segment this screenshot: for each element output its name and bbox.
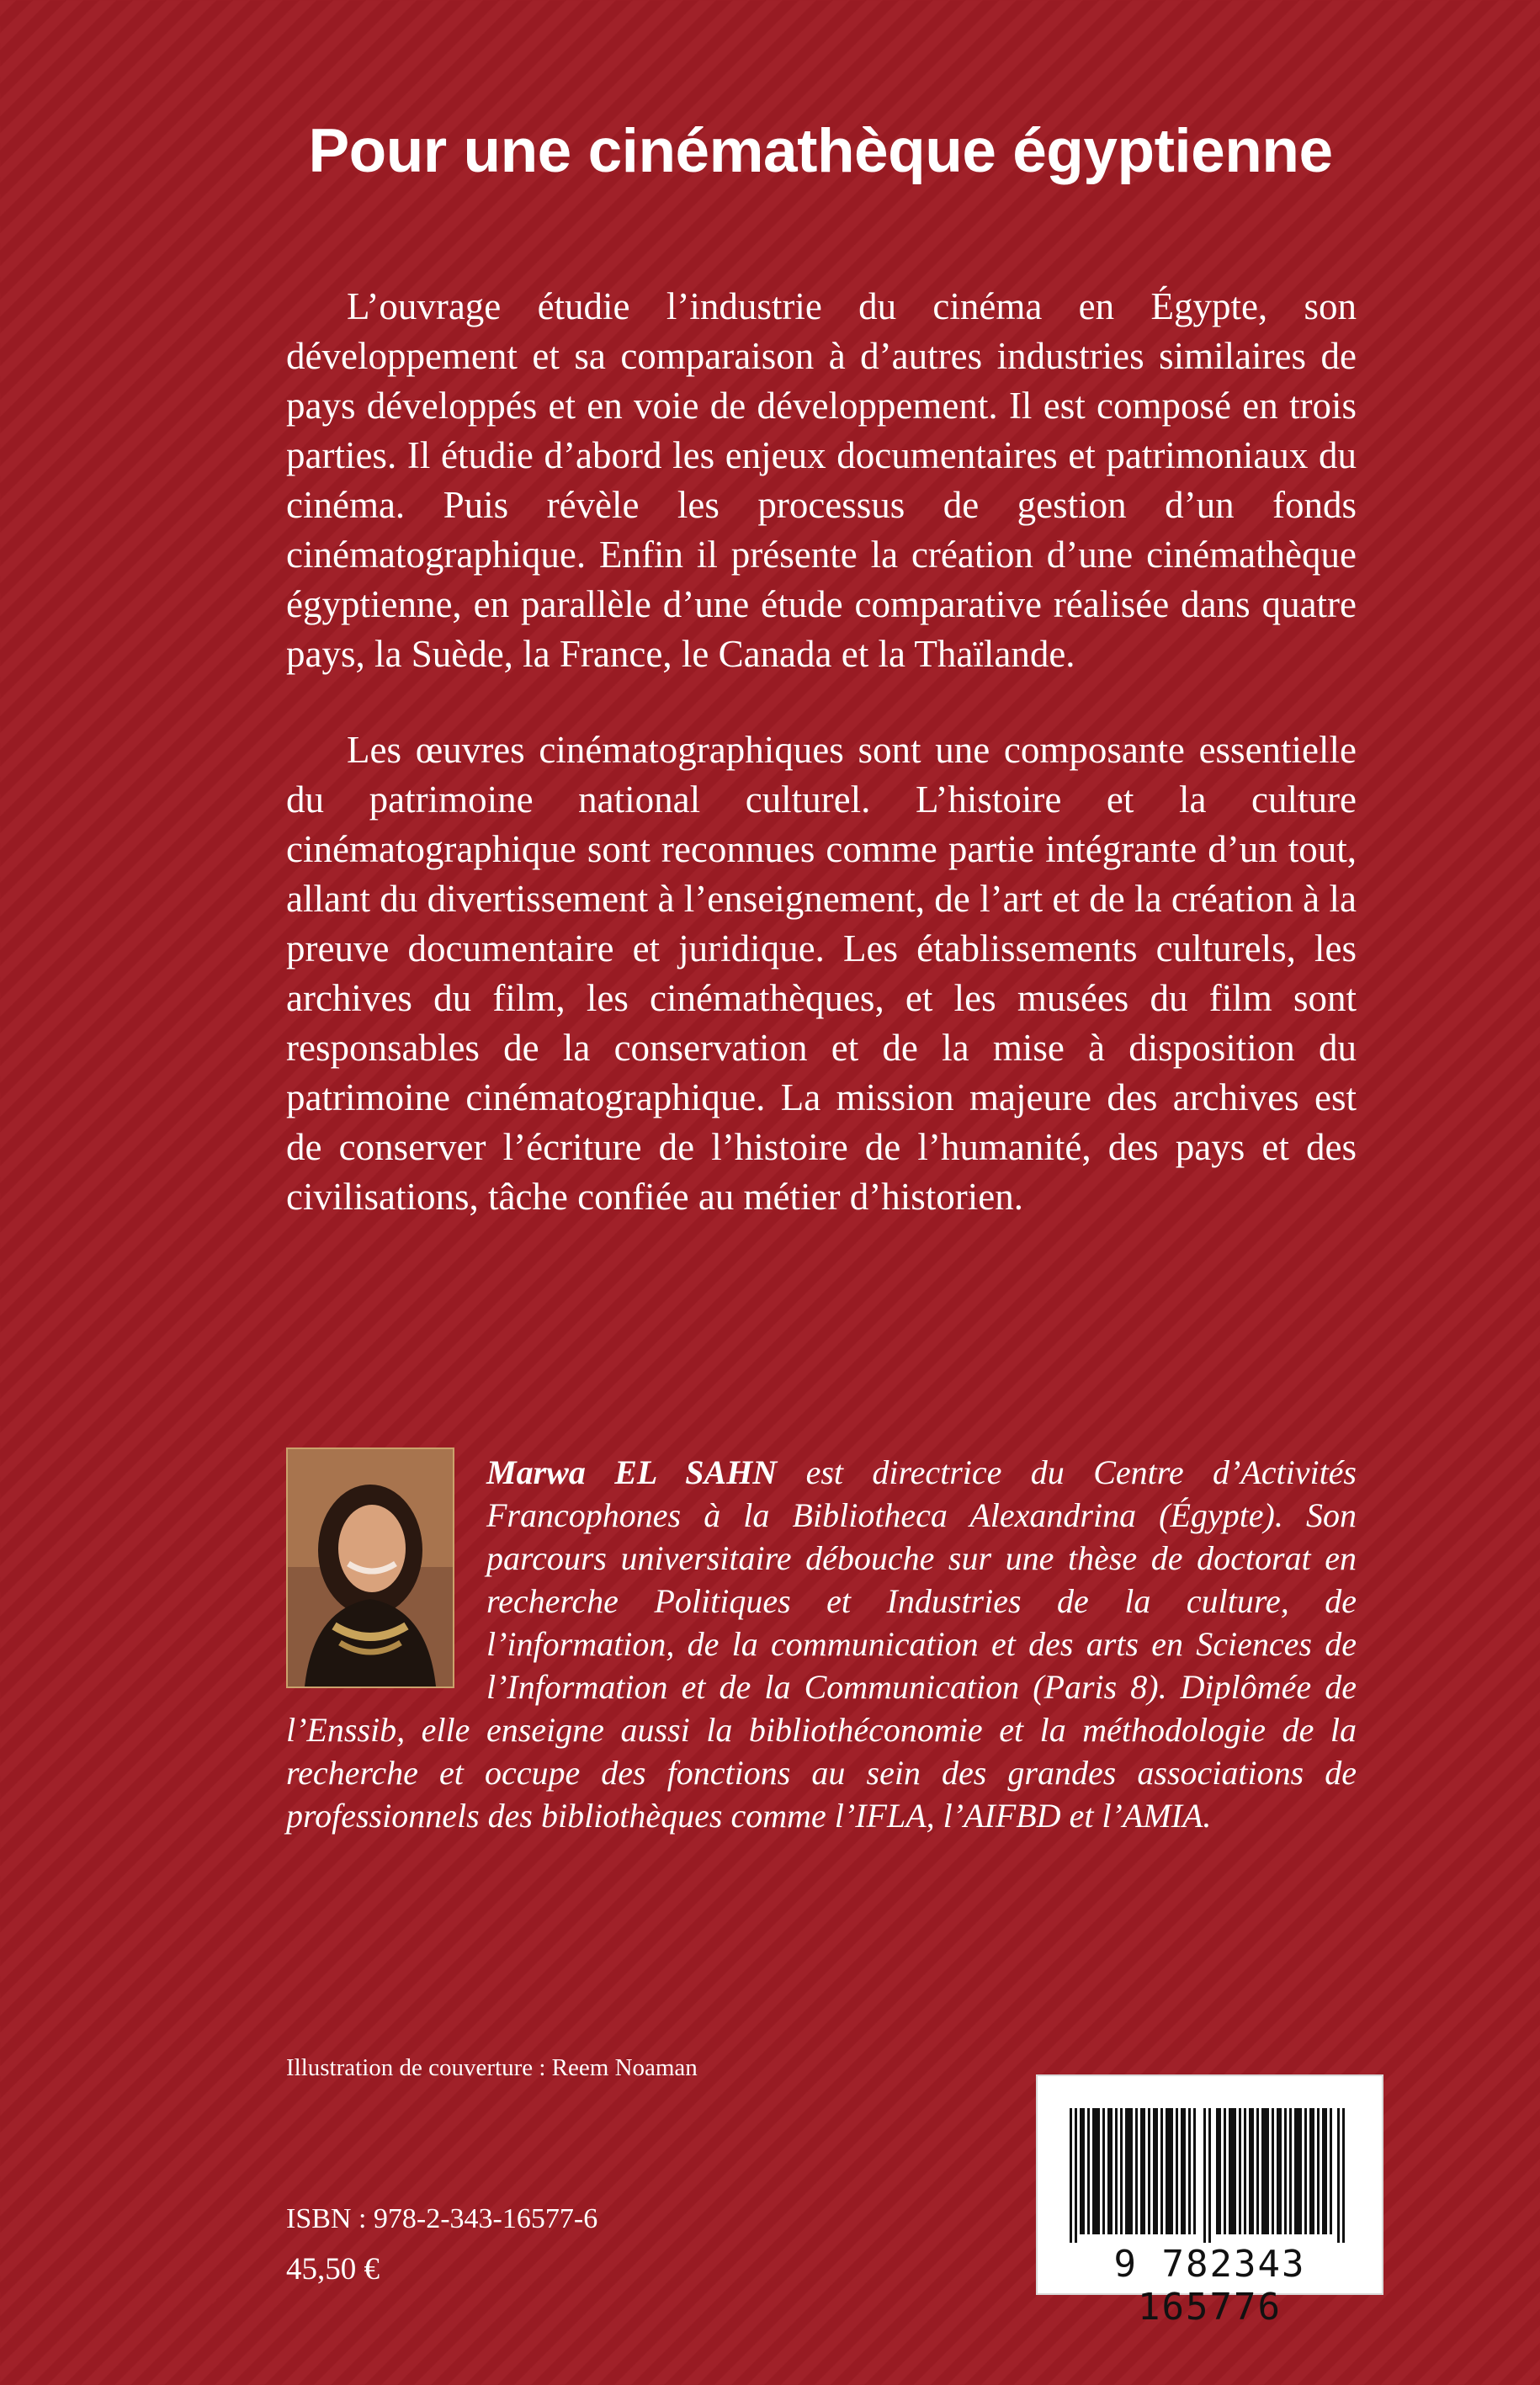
barcode-bars: [1070, 2108, 1350, 2243]
author-photo: [286, 1447, 454, 1688]
price: 45,50 €: [286, 2252, 380, 2287]
author-bio: [286, 1451, 1357, 1837]
barcode-number: 9 782343 165776: [1113, 2243, 1306, 2329]
summary-paragraph-2: Les œuvres cinématographiques sont une composante essentielle du patrimoine national culturel. L’histoire et la culture cinématographique sont reconnues comme partie intégrante d’un tout, allant du divertissement à l’enseignement, de l’art et de la création à la preuve documentaire et juridique. Les établissements culturels, les archives du film, les cinémathèques, et les musées du film sont responsables de la conservation et de la mise à disposition du patrimoine cinématographique. La mission majeure des archives est de conserver l’écriture de l’histoire de l’humanité, des pays et des civilisations, tâche confiée au métier d’historien.: [286, 729, 1357, 1218]
summary-paragraph-1: L’ouvrage étudie l’industrie du cinéma en Égypte, son développement et sa comparaison à d’autres industries similaires de pays développés et en voie de développement. Il est composé en trois parties. Il étudie d’abord les enjeux documentaires et patrimoniaux du cinéma. Puis révèle les processus de gestion d’un fonds cinématographique. Enfin il présente la création d’une cinémathèque égyptienne, en parallèle d’une étude comparative réalisée dans quatre pays, la Suède, la France, le Canada et la Thaïlande.: [286, 285, 1357, 675]
author-name: Marwa EL SAHN: [486, 1453, 778, 1491]
author-bio-text: est directrice du Centre d’Activités Francophones à la Bibliotheca Alexandrina (Égypte). Son parcours universitaire débouche sur une thèse de doctorat en recherche Politiques et Industries de la culture, de l’information, de la communication et des arts en Sciences de l’Information et de la Communication (Paris 8). Diplômée de l’Enssib, elle enseigne aussi la bibliothéconomie et la méthodologie de la recherche et occupe des fonctions au sein des grandes associations de professionnels des bibliothèques comme l’IFLA, l’AIFBD et l’AMIA.: [286, 1453, 1357, 1835]
isbn: ISBN : 978-2-343-16577-6: [286, 2203, 598, 2234]
barcode: [1036, 2074, 1383, 2329]
book-title: Pour une cinémathèque égyptienne: [308, 117, 1333, 185]
cover-illustration-credit: Illustration de couverture : Reem Noaman: [286, 2054, 698, 2081]
